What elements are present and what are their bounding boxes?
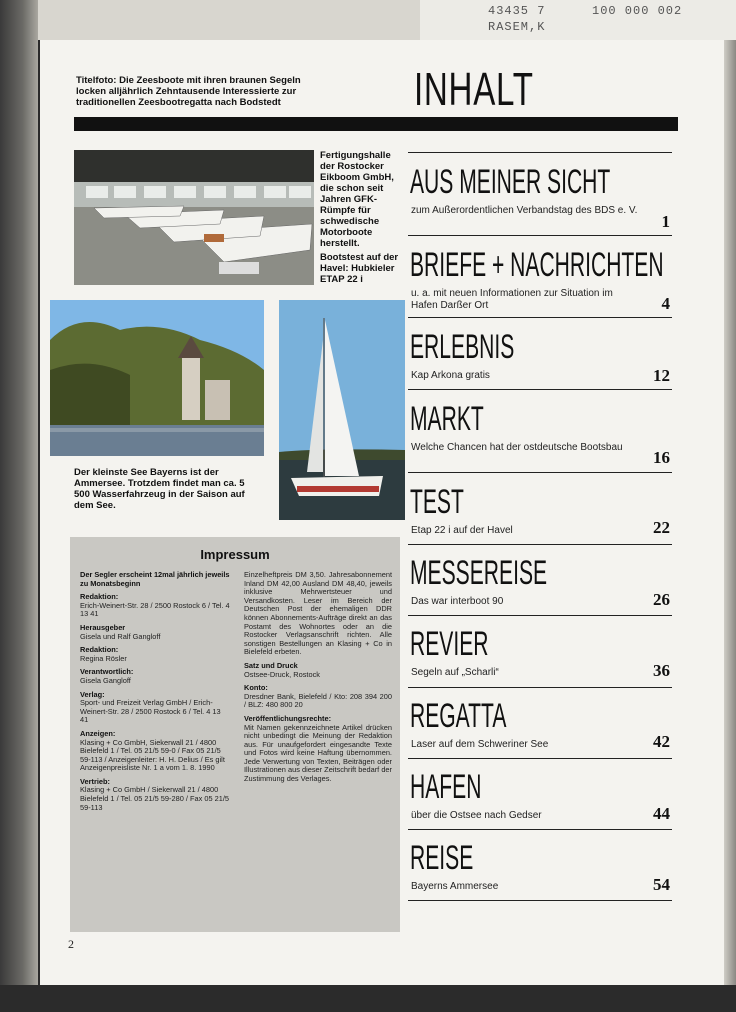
impressum-label: Satz und Druck [244,660,298,670]
library-label [420,0,736,42]
impressum-left-column [80,571,230,817]
toc-description: Laser auf dem Schweriner See [411,739,549,750]
photo-boat-hall [74,150,314,285]
impressum-intro: Der Segler erscheint 12mal jährlich jeweils zu Monatsbeginn [80,570,230,588]
toc-divider [408,152,672,153]
toc-heading-regatta: REGATTA [410,697,507,735]
impressum-text: Erich-Weinert-Str. 28 / 2500 Rostock 6 / Tel. 4 13 41 [80,600,230,619]
toc-description: Etap 22 i auf der Havel [411,525,513,536]
toc-description: Das war interboot 90 [411,596,504,607]
impressum-text: Regina Rösler [80,653,127,663]
page-number: 2 [68,937,74,951]
cover-caption: Titelfoto: Die Zeesboote mit ihren braunen Segeln locken alljährlich Zehntausende Interessierte zur traditionellen Zeesbootregatta nach Bodstedt [76,75,301,108]
toc-description: Segeln auf „Scharli“ [411,667,499,678]
label-line-1: 43435 7 [488,4,546,18]
toc-divider [408,758,672,759]
toc-page-number: 26 [653,590,670,609]
toc-page-number: 22 [653,518,670,537]
title-rule [74,117,678,131]
impressum-text: Ostsee-Druck, Rostock [244,669,320,679]
scan-bottom [0,985,736,1012]
toc-heading-markt: MARKT [410,400,484,438]
impressum-label: Konto: [244,683,268,693]
toc-page-number: 12 [653,366,670,385]
toc-divider [408,615,672,616]
impressum-label: Redaktion: [80,592,119,602]
impressum-text: Einzelheftpreis DM 3,50. Jahresabonnement Inland DM 42,00 Ausland DM 48,40, jeweils inklusive Mehrwertsteuer und Versandkosten. Leser im Bereich der Deutschen Post der ehemaligen DDR können Abonnements-Aufträge direkt an das Postamt des Wohnortes oder an die Rostocker Verlagsanschrift richten. Alle sonstigen Bestellungen an Klasing + Co in Bielefeld erbeten. [244,570,392,657]
toc-heading-reise: REISE [410,839,474,877]
impressum-text: Sport- und Freizeit Verlag GmbH / Erich-Weinert-Str. 28 / 2500 Rostock 6 / Tel. 4 13 41 [80,698,221,725]
toc-description: über die Ostsee nach Gedser [411,810,542,821]
caption-ammersee: Der kleinste See Bayerns ist der Ammersee. Trotzdem findet man ca. 5 500 Wasserfahrzeug in der Saison auf dem See. [74,467,245,511]
toc-heading-hafen: HAFEN [410,768,482,806]
caption-boat-test: Bootstest auf der Havel: Hubkieler ETAP 22 i [320,252,399,285]
toc-heading-erlebnis: ERLEBNIS [410,328,515,366]
impressum-title: Impressum [200,547,270,562]
impressum-label: Vertrieb: [80,776,110,786]
toc-description: Kap Arkona gratis [411,370,490,381]
toc-divider [408,389,672,390]
toc-heading-messereise: MESSEREISE [410,554,548,592]
impressum-label: Herausgeber [80,622,126,632]
toc-divider [408,687,672,688]
toc-description: Bayerns Ammersee [411,881,499,892]
impressum-label: Redaktion: [80,645,119,655]
toc-divider [408,235,672,236]
toc-description: zum Außerordentlichen Verbandstag des BDS e. V. [411,205,638,216]
toc-page-number: 42 [653,732,670,751]
photo-sailboat [279,300,405,520]
impressum-text: Klasing + Co GmbH, Siekerwall 21 / 4800 Bielefeld 1 / Tel. 05 21/5 59-0 / Fax 05 21/5 59-113 / Anzeigenleiter: H. H. Delius / Es gilt Anzeigenpreisliste Nr. 1 a vom 1. 8. 1990 [80,737,225,773]
impressum-label: Verlag: [80,689,105,699]
toc-heading-test: TEST [410,483,464,521]
toc-heading-briefe-nachrichten: BRIEFE + NACHRICHTEN [410,246,664,284]
page-edge [724,40,736,985]
impressum-text: Klasing + Co GmbH / Siekerwall 21 / 4800 Bielefeld 1 / Tel. 05 21/5 59-280 / Fax 05 21/5 59-113 [80,785,230,812]
impressum-label: Veröffentlichungsrechte: [244,713,332,723]
toc-description: Welche Chancen hat der ostdeutsche Bootsbau [411,442,623,453]
toc-page-number: 44 [653,804,670,823]
page-title: INHALT [414,63,534,115]
impressum-box [70,537,400,932]
label-line-2: RASEM,K [488,20,546,34]
impressum-label: Anzeigen: [80,728,116,738]
impressum-text: Gisela Gangloff [80,675,131,685]
toc-heading-aus-meiner-sicht: AUS MEINER SICHT [410,163,611,201]
table-of-contents [408,152,672,912]
impressum-text: Gisela und Ralf Gangloff [80,631,161,641]
toc-divider [408,472,672,473]
label-number: 100 000 002 [592,4,683,18]
toc-page-number: 4 [661,294,670,313]
toc-page-number: 36 [653,661,670,680]
caption-boat-hall: Fertigungshalle der Rostocker Eikboom GmbH, die schon seit Jahren GFK-Rümpfe für schwedische Motorboote herstellt. [320,150,394,249]
impressum-right-column [244,571,392,789]
impressum-text: Dresdner Bank, Bielefeld / Kto: 208 394 200 / BLZ: 480 800 20 [244,691,392,710]
photo-ammersee [50,300,264,456]
toc-page-number: 16 [653,448,670,467]
toc-description: u. a. mit neuen Informationen zur Situation im Hafen Darßer Ort [411,288,613,311]
impressum-text: Mit Namen gekennzeichnete Artikel drücken nicht unbedingt die Meinung der Redaktion aus. Für unaufgefordert eingesandte Texte und Fotos wird keine Haftung übernommen. Jede Verwertung von Texten, Beiträgen oder Illustrationen aus dieser Zeitschrift bedarf der Zustimmung des Verlages. [244,722,392,784]
toc-divider [408,829,672,830]
book-spine [0,0,38,1012]
toc-page-number: 1 [661,212,670,231]
toc-divider [408,544,672,545]
impressum-label: Verantwortlich: [80,667,134,677]
toc-page-number: 54 [653,875,670,894]
toc-divider [408,900,672,901]
toc-divider [408,317,672,318]
toc-heading-revier: REVIER [410,625,489,663]
